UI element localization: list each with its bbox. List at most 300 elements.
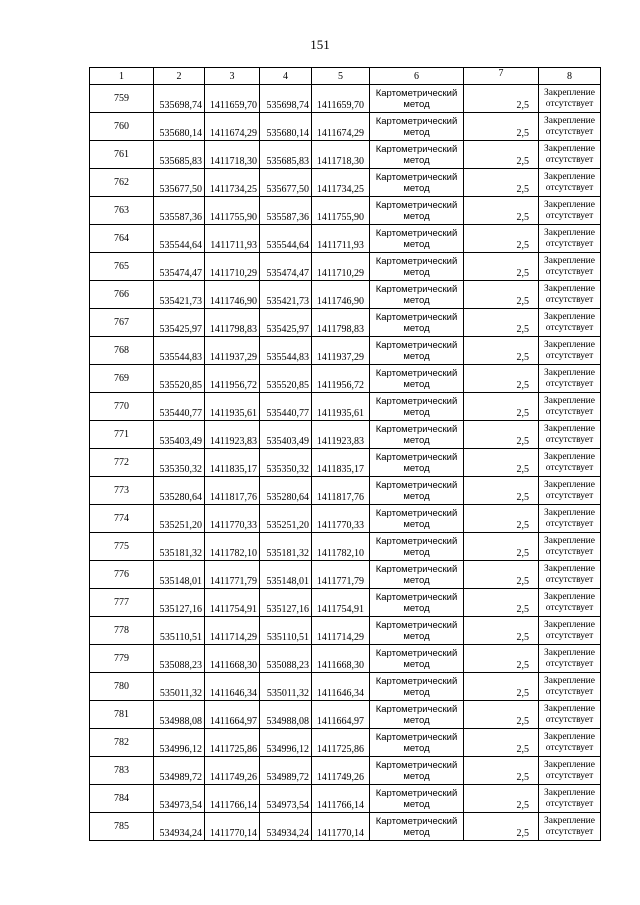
fixation-text: отсутствует [545,462,594,473]
fixation-text: Закрепление [544,479,595,490]
x-coordinate-cell: 535088,23 [154,645,205,673]
x-coordinate-cell: 535685,83 [154,141,205,169]
y-coordinate-cell: 1411817,76 [205,477,260,505]
method-text: метод [403,574,430,586]
y-coordinate-cell: 1411755,90 [205,197,260,225]
method-cell [370,617,464,645]
table-row [90,785,601,813]
x-coordinate-cell: 535587,36 [154,197,205,225]
x-coordinate-cell: 535011,32 [154,673,205,701]
point-number-cell: 768 [90,337,154,365]
fixation-text: Закрепление [544,423,595,434]
point-number-cell: 769 [90,365,154,393]
method-text: метод [403,322,430,334]
x-coordinate-cell: 535425,97 [260,309,312,337]
precision-cell: 2,5 [464,197,539,225]
column-header: 3 [205,68,260,85]
point-number-cell: 771 [90,421,154,449]
x-coordinate-cell: 535425,97 [154,309,205,337]
y-coordinate-cell: 1411718,30 [205,141,260,169]
method-text: метод [403,770,430,782]
precision-cell: 2,5 [464,701,539,729]
fixation-cell [539,589,601,617]
fixation-text: отсутствует [545,266,594,277]
fixation-text: Закрепление [544,171,595,182]
table-row [90,813,601,841]
method-text: Картометрический [375,199,458,211]
column-header: 6 [370,68,464,85]
x-coordinate-cell: 535148,01 [260,561,312,589]
point-number-cell: 775 [90,533,154,561]
point-number-cell: 785 [90,813,154,841]
y-coordinate-cell: 1411668,30 [312,645,370,673]
point-number-cell: 765 [90,253,154,281]
table-row [90,505,601,533]
fixation-text: отсутствует [545,294,594,305]
precision-cell: 2,5 [464,561,539,589]
table-row [90,645,601,673]
table-row [90,449,601,477]
column-header: 1 [90,68,154,85]
precision-cell: 2,5 [464,449,539,477]
fixation-text: Закрепление [544,87,595,98]
fixation-cell [539,141,601,169]
fixation-text: Закрепление [544,507,595,518]
point-number-cell: 774 [90,505,154,533]
y-coordinate-cell: 1411937,29 [205,337,260,365]
x-coordinate-cell: 535520,85 [260,365,312,393]
y-coordinate-cell: 1411710,29 [312,253,370,281]
y-coordinate-cell: 1411668,30 [205,645,260,673]
method-text: Картометрический [375,815,458,827]
method-cell [370,85,464,113]
y-coordinate-cell: 1411754,91 [205,589,260,617]
method-text: Картометрический [375,311,458,323]
x-coordinate-cell: 535544,83 [260,337,312,365]
point-number-cell: 760 [90,113,154,141]
method-text: Картометрический [375,647,458,659]
x-coordinate-cell: 535698,74 [154,85,205,113]
fixation-text: Закрепление [544,283,595,294]
table-row [90,225,601,253]
method-text: метод [403,266,430,278]
column-header: 7 [464,68,539,85]
fixation-cell [539,477,601,505]
fixation-cell [539,645,601,673]
method-text: метод [403,546,430,558]
x-coordinate-cell: 535520,85 [154,365,205,393]
table-row [90,533,601,561]
fixation-cell [539,701,601,729]
method-text: Картометрический [375,731,458,743]
method-text: Картометрический [375,451,458,463]
y-coordinate-cell: 1411923,83 [205,421,260,449]
method-text: Картометрический [375,87,458,99]
x-coordinate-cell: 534989,72 [260,757,312,785]
fixation-text: Закрепление [544,339,595,350]
fixation-text: отсутствует [545,602,594,613]
x-coordinate-cell: 535350,32 [260,449,312,477]
y-coordinate-cell: 1411770,14 [312,813,370,841]
table-row [90,169,601,197]
x-coordinate-cell: 535280,64 [260,477,312,505]
fixation-cell [539,729,601,757]
method-cell [370,365,464,393]
point-number-cell: 764 [90,225,154,253]
y-coordinate-cell: 1411754,91 [312,589,370,617]
fixation-cell [539,169,601,197]
fixation-cell [539,393,601,421]
method-text: метод [403,462,430,474]
y-coordinate-cell: 1411755,90 [312,197,370,225]
method-cell [370,113,464,141]
fixation-text: отсутствует [545,770,594,781]
method-text: метод [403,630,430,642]
fixation-text: Закрепление [544,815,595,826]
point-number-cell: 781 [90,701,154,729]
point-number-cell: 773 [90,477,154,505]
y-coordinate-cell: 1411646,34 [312,673,370,701]
fixation-text: Закрепление [544,143,595,154]
method-text: Картометрический [375,171,458,183]
method-cell [370,449,464,477]
x-coordinate-cell: 534988,08 [154,701,205,729]
fixation-text: отсутствует [545,154,594,165]
y-coordinate-cell: 1411746,90 [312,281,370,309]
method-text: метод [403,154,430,166]
y-coordinate-cell: 1411766,14 [205,785,260,813]
x-coordinate-cell: 534973,54 [154,785,205,813]
method-text: метод [403,98,430,110]
fixation-text: Закрепление [544,703,595,714]
y-coordinate-cell: 1411674,29 [312,113,370,141]
fixation-text: отсутствует [545,826,594,837]
coordinates-table [89,67,601,841]
precision-cell: 2,5 [464,757,539,785]
x-coordinate-cell: 535421,73 [260,281,312,309]
y-coordinate-cell: 1411746,90 [205,281,260,309]
point-number-cell: 761 [90,141,154,169]
table-row [90,309,601,337]
precision-cell: 2,5 [464,253,539,281]
x-coordinate-cell: 534934,24 [260,813,312,841]
fixation-text: Закрепление [544,367,595,378]
method-cell [370,141,464,169]
method-text: метод [403,182,430,194]
y-coordinate-cell: 1411782,10 [205,533,260,561]
fixation-text: отсутствует [545,630,594,641]
precision-cell: 2,5 [464,645,539,673]
method-text: метод [403,434,430,446]
x-coordinate-cell: 535680,14 [154,113,205,141]
method-text: метод [403,826,430,838]
fixation-text: Закрепление [544,311,595,322]
precision-cell: 2,5 [464,281,539,309]
method-text: метод [403,518,430,530]
y-coordinate-cell: 1411770,33 [205,505,260,533]
precision-cell: 2,5 [464,309,539,337]
method-text: Картометрический [375,255,458,267]
precision-cell: 2,5 [464,729,539,757]
method-cell [370,533,464,561]
method-cell [370,813,464,841]
fixation-text: отсутствует [545,546,594,557]
x-coordinate-cell: 534996,12 [154,729,205,757]
y-coordinate-cell: 1411659,70 [312,85,370,113]
x-coordinate-cell: 534988,08 [260,701,312,729]
method-text: метод [403,350,430,362]
y-coordinate-cell: 1411725,86 [312,729,370,757]
fixation-cell [539,197,601,225]
method-text: Картометрический [375,535,458,547]
y-coordinate-cell: 1411749,26 [205,757,260,785]
x-coordinate-cell: 535403,49 [260,421,312,449]
point-number-cell: 777 [90,589,154,617]
table-row [90,561,601,589]
fixation-cell [539,785,601,813]
method-cell [370,477,464,505]
method-cell [370,757,464,785]
table-row [90,253,601,281]
table-row [90,85,601,113]
x-coordinate-cell: 535677,50 [260,169,312,197]
y-coordinate-cell: 1411923,83 [312,421,370,449]
column-header: 8 [539,68,601,85]
method-text: Картометрический [375,143,458,155]
y-coordinate-cell: 1411766,14 [312,785,370,813]
precision-cell: 2,5 [464,617,539,645]
fixation-text: отсутствует [545,434,594,445]
method-text: метод [403,602,430,614]
x-coordinate-cell: 535251,20 [154,505,205,533]
method-cell [370,645,464,673]
precision-cell: 2,5 [464,113,539,141]
y-coordinate-cell: 1411659,70 [205,85,260,113]
x-coordinate-cell: 535440,77 [154,393,205,421]
table-row [90,113,601,141]
fixation-cell [539,225,601,253]
table-row [90,701,601,729]
y-coordinate-cell: 1411646,34 [205,673,260,701]
x-coordinate-cell: 534973,54 [260,785,312,813]
y-coordinate-cell: 1411664,97 [205,701,260,729]
x-coordinate-cell: 535088,23 [260,645,312,673]
y-coordinate-cell: 1411956,72 [312,365,370,393]
x-coordinate-cell: 535127,16 [154,589,205,617]
method-text: метод [403,294,430,306]
table-row [90,141,601,169]
table-row [90,757,601,785]
precision-cell: 2,5 [464,505,539,533]
y-coordinate-cell: 1411817,76 [312,477,370,505]
method-text: метод [403,742,430,754]
x-coordinate-cell: 535127,16 [260,589,312,617]
point-number-cell: 776 [90,561,154,589]
y-coordinate-cell: 1411835,17 [205,449,260,477]
method-text: метод [403,210,430,222]
fixation-cell [539,617,601,645]
fixation-cell [539,421,601,449]
point-number-cell: 780 [90,673,154,701]
table-row [90,617,601,645]
fixation-text: Закрепление [544,199,595,210]
method-text: Картометрический [375,115,458,127]
method-text: метод [403,490,430,502]
fixation-cell [539,505,601,533]
method-cell [370,505,464,533]
fixation-cell [539,533,601,561]
precision-cell: 2,5 [464,337,539,365]
y-coordinate-cell: 1411714,29 [312,617,370,645]
fixation-text: Закрепление [544,647,595,658]
method-cell [370,701,464,729]
method-text: Картометрический [375,759,458,771]
x-coordinate-cell: 535148,01 [154,561,205,589]
method-text: Картометрический [375,479,458,491]
method-cell [370,309,464,337]
precision-cell: 2,5 [464,785,539,813]
x-coordinate-cell: 535544,64 [260,225,312,253]
method-cell [370,225,464,253]
x-coordinate-cell: 535474,47 [154,253,205,281]
method-cell [370,673,464,701]
method-text: метод [403,126,430,138]
method-text: Картометрический [375,591,458,603]
x-coordinate-cell: 535544,64 [154,225,205,253]
page-number: 151 [310,37,330,52]
precision-cell: 2,5 [464,477,539,505]
fixation-text: отсутствует [545,322,594,333]
method-text: Картометрический [375,339,458,351]
point-number-cell: 784 [90,785,154,813]
precision-cell: 2,5 [464,365,539,393]
fixation-cell [539,673,601,701]
y-coordinate-cell: 1411798,83 [312,309,370,337]
x-coordinate-cell: 535680,14 [260,113,312,141]
point-number-cell: 759 [90,85,154,113]
x-coordinate-cell: 535421,73 [154,281,205,309]
fixation-cell [539,365,601,393]
fixation-text: отсутствует [545,714,594,725]
x-coordinate-cell: 535181,32 [260,533,312,561]
column-header: 5 [312,68,370,85]
method-text: Картометрический [375,507,458,519]
point-number-cell: 763 [90,197,154,225]
fixation-text: Закрепление [544,227,595,238]
method-text: Картометрический [375,423,458,435]
x-coordinate-cell: 534996,12 [260,729,312,757]
point-number-cell: 762 [90,169,154,197]
x-coordinate-cell: 535251,20 [260,505,312,533]
y-coordinate-cell: 1411798,83 [205,309,260,337]
y-coordinate-cell: 1411664,97 [312,701,370,729]
x-coordinate-cell: 535110,51 [260,617,312,645]
y-coordinate-cell: 1411937,29 [312,337,370,365]
fixation-text: Закрепление [544,731,595,742]
fixation-cell [539,85,601,113]
method-text: метод [403,798,430,810]
fixation-text: отсутствует [545,658,594,669]
table-row [90,281,601,309]
fixation-text: отсутствует [545,490,594,501]
method-text: метод [403,238,430,250]
table-row [90,589,601,617]
fixation-text: отсутствует [545,518,594,529]
column-header: 4 [260,68,312,85]
method-cell [370,281,464,309]
method-text: Картометрический [375,675,458,687]
fixation-text: отсутствует [545,742,594,753]
method-cell [370,169,464,197]
x-coordinate-cell: 535011,32 [260,673,312,701]
fixation-text: отсутствует [545,238,594,249]
y-coordinate-cell: 1411749,26 [312,757,370,785]
x-coordinate-cell: 535544,83 [154,337,205,365]
x-coordinate-cell: 535587,36 [260,197,312,225]
method-cell [370,729,464,757]
fixation-cell [539,281,601,309]
fixation-cell [539,113,601,141]
fixation-text: отсутствует [545,98,594,109]
fixation-text: Закрепление [544,535,595,546]
method-cell [370,393,464,421]
y-coordinate-cell: 1411734,25 [205,169,260,197]
method-text: Картометрический [375,283,458,295]
y-coordinate-cell: 1411770,33 [312,505,370,533]
fixation-cell [539,561,601,589]
fixation-text: Закрепление [544,255,595,266]
x-coordinate-cell: 535181,32 [154,533,205,561]
precision-cell: 2,5 [464,169,539,197]
method-cell [370,337,464,365]
fixation-text: отсутствует [545,574,594,585]
x-coordinate-cell: 535110,51 [154,617,205,645]
method-cell [370,197,464,225]
fixation-text: Закрепление [544,395,595,406]
y-coordinate-cell: 1411711,93 [205,225,260,253]
fixation-cell [539,449,601,477]
precision-cell: 2,5 [464,225,539,253]
fixation-cell [539,309,601,337]
fixation-cell [539,253,601,281]
fixation-cell [539,337,601,365]
fixation-text: Закрепление [544,787,595,798]
fixation-text: Закрепление [544,563,595,574]
method-cell [370,253,464,281]
fixation-text: Закрепление [544,759,595,770]
method-text: Картометрический [375,787,458,799]
method-text: Картометрический [375,395,458,407]
y-coordinate-cell: 1411710,29 [205,253,260,281]
fixation-text: отсутствует [545,378,594,389]
precision-cell: 2,5 [464,85,539,113]
y-coordinate-cell: 1411674,29 [205,113,260,141]
table-row [90,365,601,393]
column-header: 2 [154,68,205,85]
fixation-text: Закрепление [544,115,595,126]
x-coordinate-cell: 535280,64 [154,477,205,505]
y-coordinate-cell: 1411771,79 [205,561,260,589]
y-coordinate-cell: 1411935,61 [312,393,370,421]
method-text: Картометрический [375,619,458,631]
fixation-text: отсутствует [545,406,594,417]
table-row [90,673,601,701]
point-number-cell: 782 [90,729,154,757]
precision-cell: 2,5 [464,813,539,841]
x-coordinate-cell: 535350,32 [154,449,205,477]
point-number-cell: 772 [90,449,154,477]
table-row [90,197,601,225]
